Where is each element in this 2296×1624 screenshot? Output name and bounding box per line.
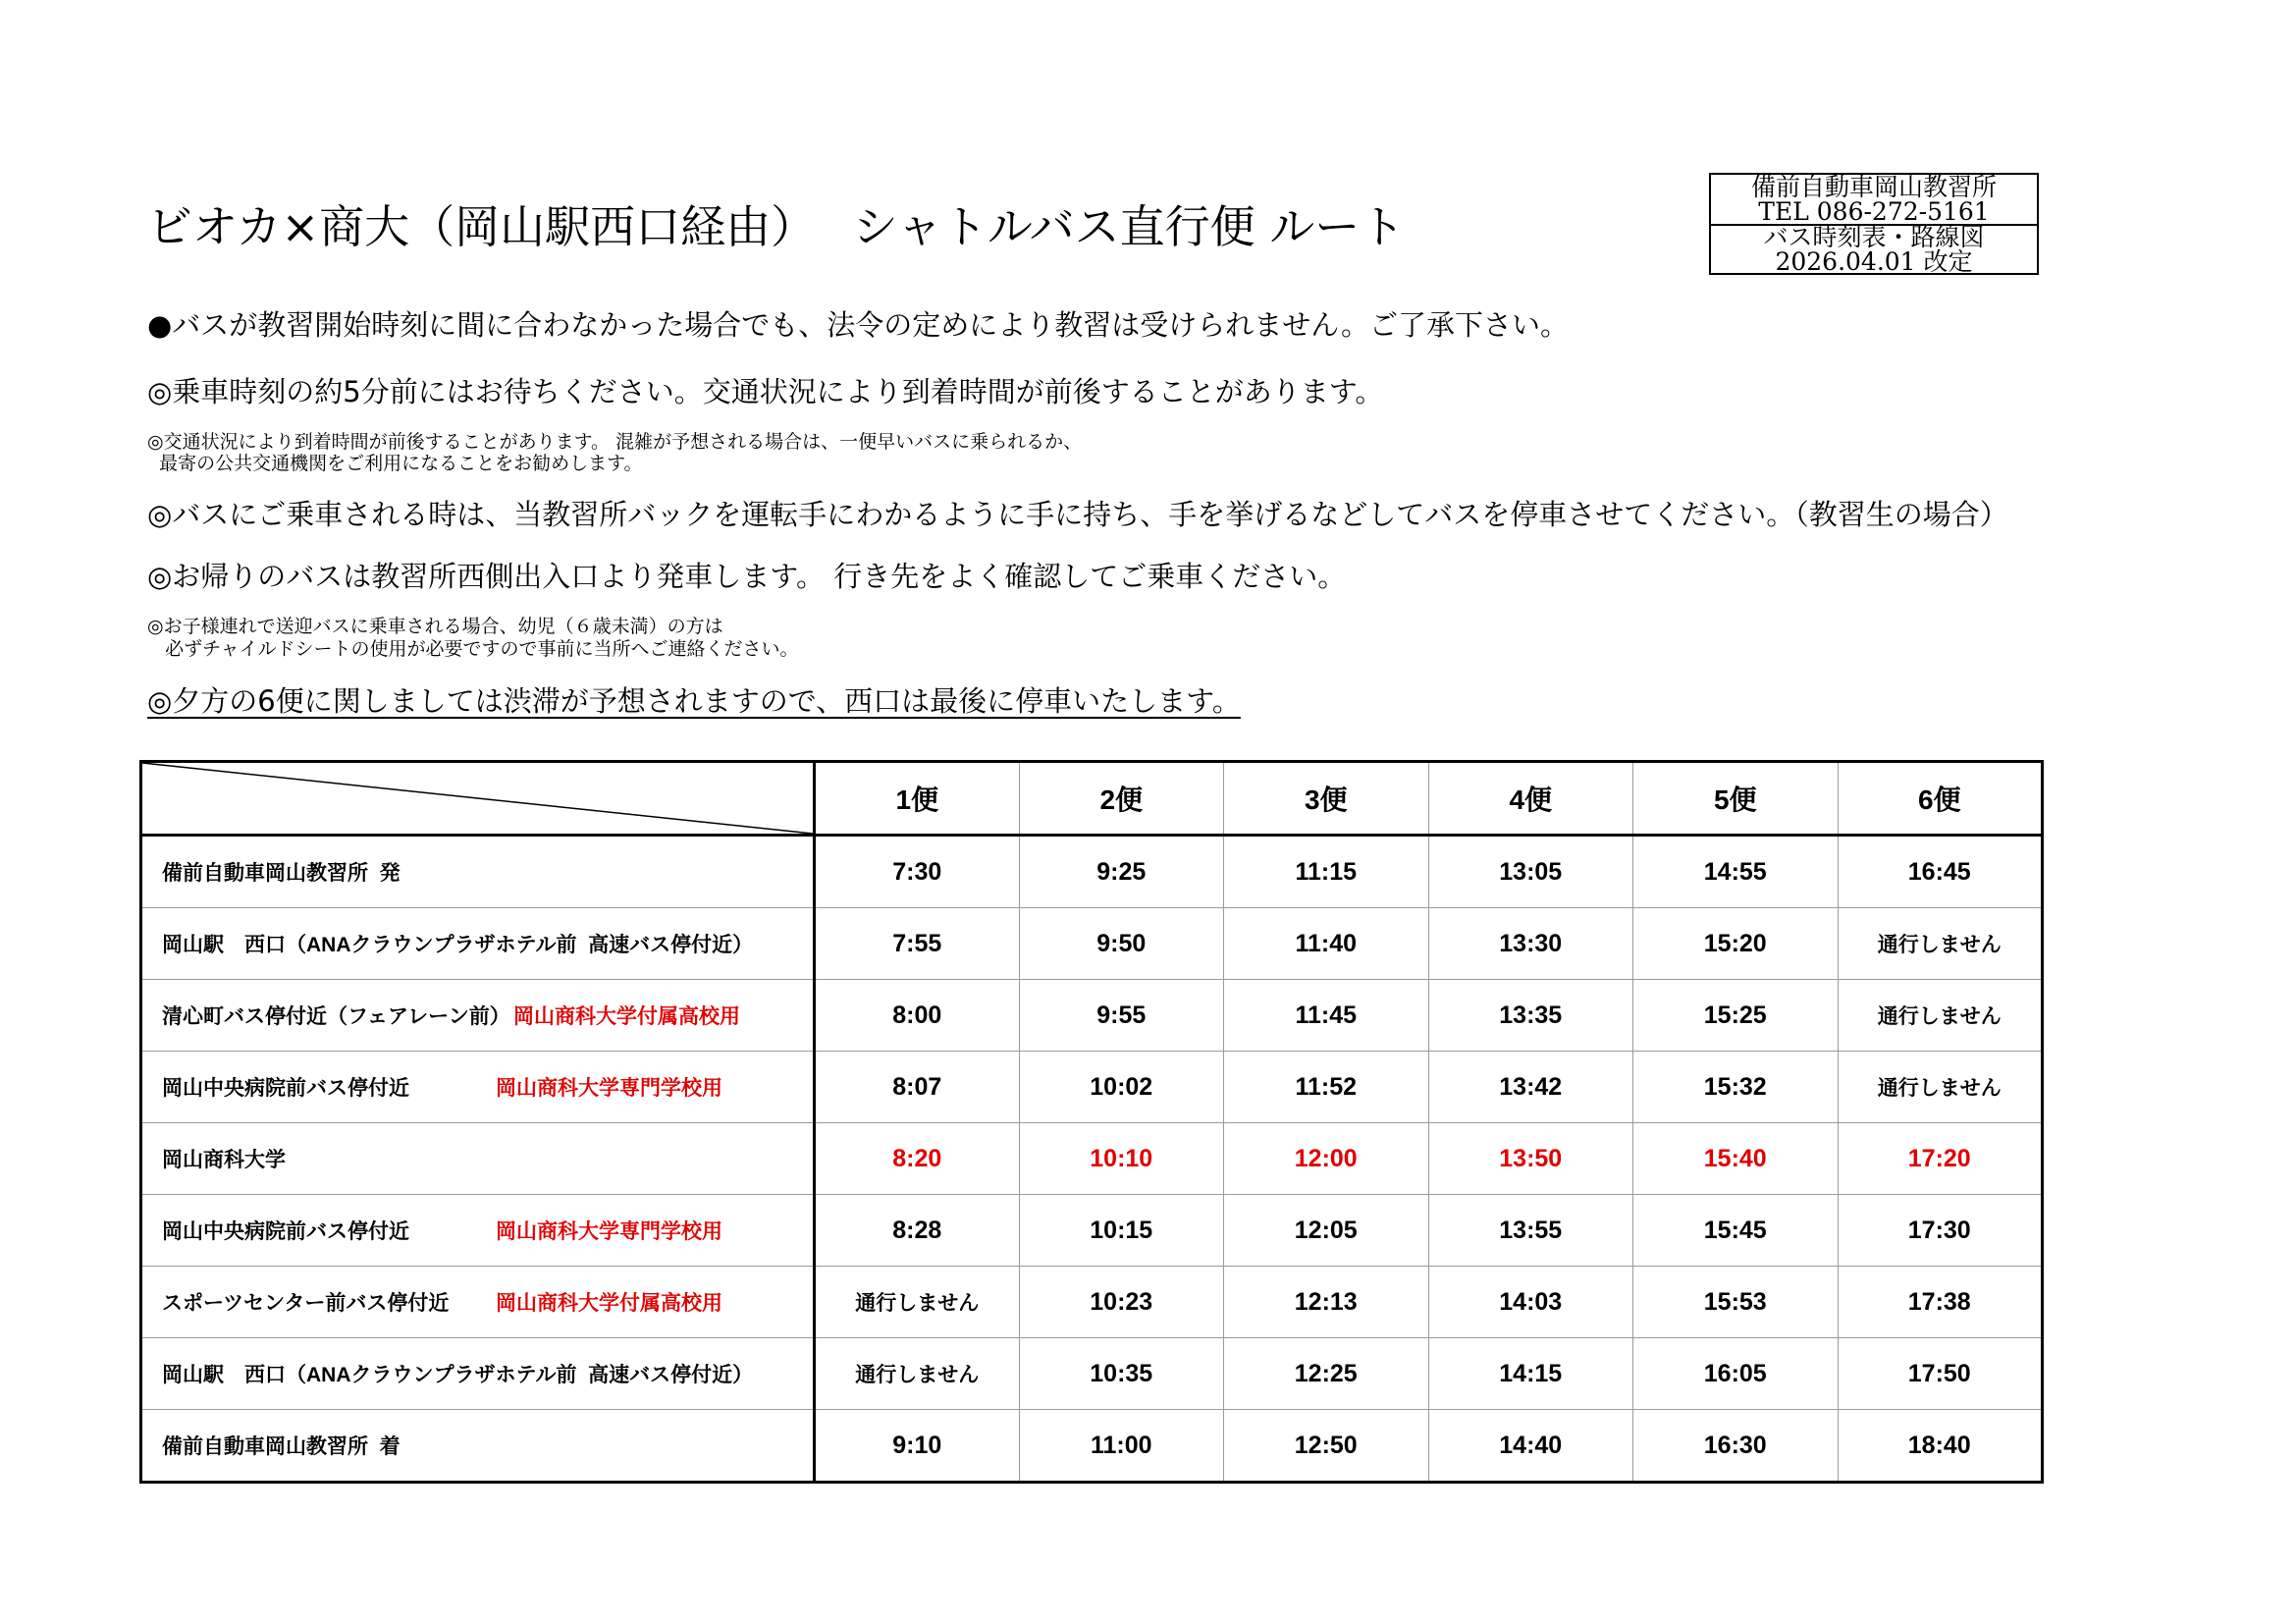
notice-wait-early: ◎乗車時刻の約5分前にはお待ちください。交通状況により到着時間が前後することがあります。 [147,375,1384,408]
departure-time: 12:13 [1224,1267,1429,1338]
stop-name: スポーツセンター前バス停付近 [162,1292,450,1315]
stop-name: 備前自動車岡山教習所 発 [162,862,400,885]
stop-cell [141,1123,815,1195]
departure-time: 16:05 [1633,1338,1839,1410]
school-name: 備前自動車岡山教習所 [1750,172,1997,201]
table-row [141,1410,2043,1483]
departure-time: 10:10 [1019,1123,1224,1195]
departure-time: 11:00 [1019,1410,1224,1483]
departure-time: 9:55 [1019,980,1224,1052]
trip-header: 6便 [1838,762,2043,836]
document-meta [1711,222,2037,276]
departure-time: 15:20 [1633,908,1839,980]
timetable-header-row [141,762,2043,836]
departure-time: 8:00 [815,980,1020,1052]
departure-time: 8:20 [815,1123,1020,1195]
departure-time: 通行しません [1838,908,2043,980]
departure-time: 8:07 [815,1052,1020,1123]
departure-time: 10:15 [1019,1195,1224,1267]
departure-time: 17:38 [1838,1267,2043,1338]
notice-late-arrival: ●バスが教習開始時刻に間に合わなかった場合でも、法令の定めにより教習は受けられません。ご了承下さい。 [147,308,1570,342]
departure-time: 通行しません [815,1338,1020,1410]
departure-time: 通行しません [1838,980,2043,1052]
notice-child-seat-1: ◎お子様連れで送迎バスに乗車される場合、幼児（６歳未満）の方は [147,616,723,637]
table-row [141,908,2043,980]
stop-name: 清心町バス停付近（フェアレーン前） [162,1005,510,1028]
departure-time: 12:25 [1224,1338,1429,1410]
stop-usage-note: 岡山商科大学専門学校用 [496,1077,722,1100]
departure-time: 17:20 [1838,1123,2043,1195]
trip-header: 3便 [1224,762,1429,836]
departure-time: 9:10 [815,1410,1020,1483]
departure-time: 17:50 [1838,1338,2043,1410]
departure-time: 15:25 [1633,980,1839,1052]
page-title: ビオカ×商大（岡山駅西口経由） シャトルバス直行便 ルート [147,200,1406,253]
trip-header: 1便 [815,762,1020,836]
trip-header: 2便 [1019,762,1224,836]
school-info-box [1709,173,2039,275]
departure-time: 14:55 [1633,836,1839,908]
stop-usage-note: 岡山商科大学専門学校用 [496,1220,722,1243]
departure-time: 17:30 [1838,1195,2043,1267]
diagonal-line [142,763,813,834]
stop-cell [141,836,815,908]
departure-time: 10:35 [1019,1338,1224,1410]
departure-time: 13:35 [1428,980,1633,1052]
stop-usage-note: 岡山商科大学付属高校用 [496,1292,722,1315]
departure-time: 11:52 [1224,1052,1429,1123]
departure-time: 14:03 [1428,1267,1633,1338]
table-row [141,836,2043,908]
departure-time: 7:30 [815,836,1020,908]
table-row [141,1123,2043,1195]
table-row [141,980,2043,1052]
stop-name: 岡山駅 西口（ANAクラウンプラザホテル前 高速バス停付近） [162,934,754,956]
trip-header: 5便 [1633,762,1839,836]
departure-time: 7:55 [815,908,1020,980]
stop-cell [141,1195,815,1267]
stop-cell [141,1338,815,1410]
departure-time: 通行しません [815,1267,1020,1338]
departure-time: 15:45 [1633,1195,1839,1267]
departure-time: 通行しません [1838,1052,2043,1123]
stop-cell [141,1267,815,1338]
stop-name: 備前自動車岡山教習所 着 [162,1435,400,1458]
header-corner-cell [141,762,815,836]
notice-return-bus: ◎お帰りのバスは教習所西側出入口より発車します。 行き先をよく確認してご乗車ください。 [147,560,1347,593]
timetable-body [141,762,2043,1483]
stop-name: 岡山駅 西口（ANAクラウンプラザホテル前 高速バス停付近） [162,1364,754,1386]
departure-time: 14:40 [1428,1410,1633,1483]
departure-time: 11:40 [1224,908,1429,980]
stop-cell [141,1052,815,1123]
departure-time: 15:32 [1633,1052,1839,1123]
trip-header: 4便 [1428,762,1633,836]
stop-cell [141,1410,815,1483]
departure-time: 9:50 [1019,908,1224,980]
departure-time: 12:00 [1224,1123,1429,1195]
departure-time: 14:15 [1428,1338,1633,1410]
departure-time: 12:50 [1224,1410,1429,1483]
school-contact [1711,172,2037,226]
departure-time: 18:40 [1838,1410,2043,1483]
departure-time: 9:25 [1019,836,1224,908]
notice-traffic-1: ◎交通状況により到着時間が前後することがあります。 混雑が予想される場合は、一便早いバスに乗られるか、 [147,431,1083,453]
departure-time: 12:05 [1224,1195,1429,1267]
departure-time: 10:23 [1019,1267,1224,1338]
document-type: バス時刻表・路線図 [1763,222,1985,251]
departure-time: 13:30 [1428,908,1633,980]
departure-time: 10:02 [1019,1052,1224,1123]
notice-traffic-2: 最寄の公共交通機関をご利用になることをお勧めします。 [147,453,643,474]
table-row [141,1338,2043,1410]
departure-time: 15:53 [1633,1267,1839,1338]
departure-time: 16:45 [1838,836,2043,908]
departure-time: 8:28 [815,1195,1020,1267]
school-tel: TEL 086-272-5161 [1758,197,1990,226]
departure-time: 13:55 [1428,1195,1633,1267]
departure-time: 11:45 [1224,980,1429,1052]
stop-name: 岡山商科大学 [162,1149,286,1171]
stop-usage-note: 岡山商科大学付属高校用 [513,1005,740,1028]
notice-evening-trip: ◎夕方の6便に関しましては渋滞が予想されますので、西口は最後に停車いたします。 [147,684,1241,718]
table-row [141,1052,2043,1123]
stop-cell [141,908,815,980]
departure-time: 13:05 [1428,836,1633,908]
departure-time: 15:40 [1633,1123,1839,1195]
departure-time: 13:42 [1428,1052,1633,1123]
stop-name: 岡山中央病院前バス停付近 [162,1077,409,1100]
departure-time: 11:15 [1224,836,1429,908]
notice-boarding: ◎バスにご乗車される時は、当教習所バックを運転手にわかるように手に持ち、手を挙げるなどしてバスを停車させてください。（教習生の場合） [147,498,2008,531]
table-row [141,1267,2043,1338]
departure-time: 13:50 [1428,1123,1633,1195]
notice-child-seat-2: 必ずチャイルドシートの使用が必要ですので事前に当所へご連絡ください。 [147,638,799,660]
stop-cell [141,980,815,1052]
timetable [139,760,2044,1484]
departure-time: 16:30 [1633,1410,1839,1483]
table-row [141,1195,2043,1267]
stop-name: 岡山中央病院前バス停付近 [162,1220,409,1243]
revision-date: 2026.04.01 改定 [1775,247,1973,276]
